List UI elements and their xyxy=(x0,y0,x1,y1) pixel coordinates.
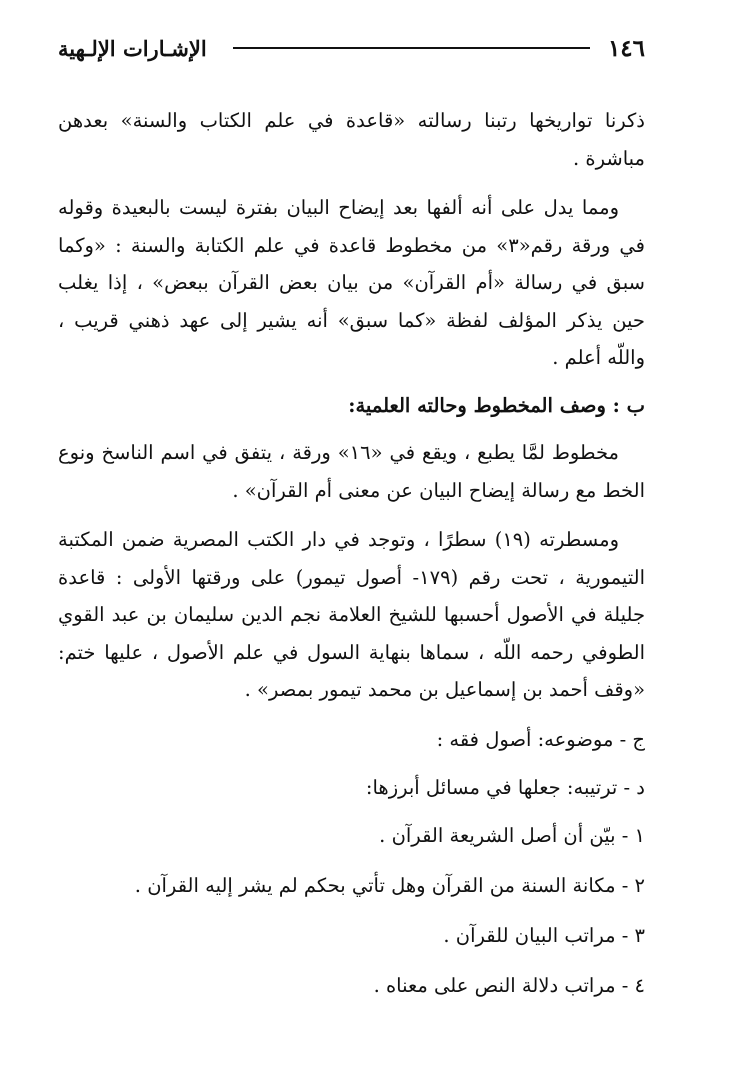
page-number: ١٤٦ xyxy=(607,34,645,62)
running-header xyxy=(58,26,645,70)
book-title: الإشـارات الإلـهية xyxy=(58,35,207,61)
paragraph: ومسطرته (١٩) سطرًا ، وتوجد في دار الكتب المصرية ضمن المكتبة التيمورية ، تحت رقم (١٧٩- أصول تيمور) على ورقتها الأولى : قاعدة جليلة في الأصول أحسبها للشيخ العلامة نجم الدين سليمان بن عبد القوي الطوفي رحمه اللّه ، سماها بنهاية السول في علم الأصول ، عليها ختم: «وقف أحمد بن إسماعيل بن محمد تيمور بمصر» . xyxy=(58,528,645,701)
list-item: ١ - بيّن أن أصل الشريعة القرآن . xyxy=(379,823,645,847)
paragraph: ومما يدل على أنه ألفها بعد إيضاح البيان بفترة ليست بالبعيدة وقوله في ورقة رقم«٣» من مخطوط قاعدة في علم الكتابة والسنة : «وكما سبق في رسالة «أم القرآن» من بيان بعض القرآن ببعض» ، إذا يغلب حين يذكر المؤلف لفظة «كما سبق» أنه يشير إلى عهد ذهني قريب ، واللّه أعلم . xyxy=(58,196,645,369)
page-body xyxy=(58,102,645,1005)
arrangement-line: د - ترتيبه: جعلها في مسائل أبرزها: xyxy=(365,775,645,799)
paragraph: مخطوط لمَّا يطبع ، ويقع في «١٦» ورقة ، يتفق في اسم الناسخ ونوع الخط مع رسالة إيضاح البيان عن معنى أم القرآن» . xyxy=(58,441,645,502)
paragraph: ذكرنا تواريخها رتبنا رسالته «قاعدة في علم الكتاب والسنة» بعدهن مباشرة . xyxy=(58,109,645,170)
list-item: ٤ - مراتب دلالة النص على معناه . xyxy=(373,973,645,997)
book-page xyxy=(58,26,645,1080)
header-rule xyxy=(233,47,590,49)
list-item: ٢ - مكانة السنة من القرآن وهل تأتي بحكم لم يشر إليه القرآن . xyxy=(134,873,645,897)
list-item: ٣ - مراتب البيان للقرآن . xyxy=(443,923,645,947)
subject-line: ج - موضوعه: أصول فقه : xyxy=(436,727,645,751)
topics-block xyxy=(58,721,645,1005)
section-heading: ب : وصف المخطوط وحالته العلمية: xyxy=(348,393,645,417)
